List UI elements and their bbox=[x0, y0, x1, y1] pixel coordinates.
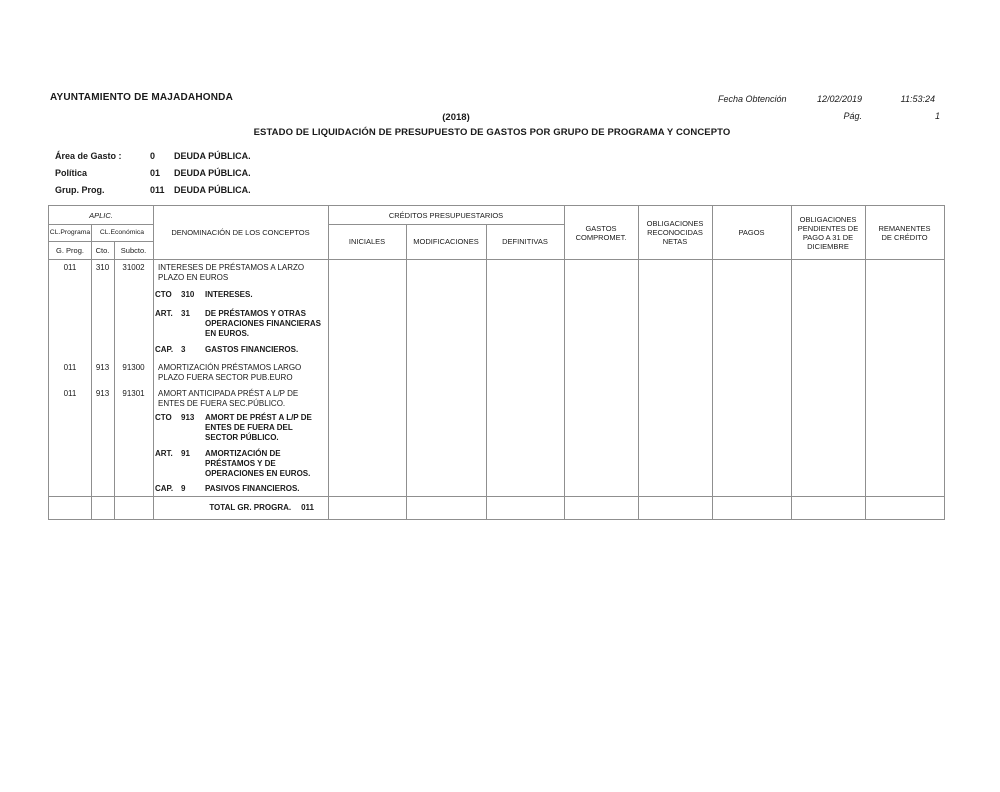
col-header-gastos-comprometidos: GASTOS COMPROMET. bbox=[575, 223, 627, 242]
col-header-subcto: Subcto. bbox=[120, 245, 147, 255]
gridline bbox=[114, 241, 115, 519]
col-header-creditos-presupuestarios: CRÉDITOS PRESUPUESTARIOS bbox=[388, 210, 504, 220]
area-de-gasto-name: DEUDA PÚBLICA. bbox=[174, 151, 251, 161]
subtotal-desc bbox=[205, 345, 323, 355]
year-heading: (2018) bbox=[442, 112, 470, 123]
subtotal-tag: ART. bbox=[155, 449, 173, 458]
subtotal-line: SECTOR PÚBLICO. bbox=[205, 433, 279, 442]
subtotal-line: INTERESES. bbox=[205, 290, 253, 299]
subtotal-line: AMORT DE PRÉST A L/P DE bbox=[205, 413, 312, 422]
denominacion-line: PLAZO FUERA SECTOR PUB.EURO bbox=[158, 373, 293, 382]
subtotal-line: PASIVOS FINANCIEROS. bbox=[205, 484, 300, 493]
subtotal-desc bbox=[205, 484, 323, 494]
subtotal-line: DE PRÉSTAMOS Y OTRAS bbox=[205, 309, 306, 318]
fecha-obtencion-label: Fecha Obtención bbox=[718, 94, 787, 104]
col-header-cto: Cto. bbox=[95, 245, 110, 255]
subtotal-line: OPERACIONES EN EUROS. bbox=[205, 469, 311, 478]
subtotal-desc bbox=[205, 290, 323, 300]
subtotal-line: GASTOS FINANCIEROS. bbox=[205, 345, 299, 354]
organization-name: AYUNTAMIENTO DE MAJADAHONDA bbox=[50, 92, 234, 103]
grupo-programa-code: 011 bbox=[150, 185, 165, 195]
denominacion-line: INTERESES DE PRÉSTAMOS A LARZO bbox=[158, 263, 305, 272]
subtotal-line: AMORTIZACIÓN DE bbox=[205, 449, 281, 458]
col-header-iniciales: INICIALES bbox=[348, 237, 386, 246]
denominacion-line: AMORTIZACIÓN PRÉSTAMOS LARGO bbox=[158, 363, 302, 372]
grupo-programa-label: Grup. Prog. bbox=[55, 185, 105, 195]
cell-g-prog: 011 bbox=[63, 263, 77, 272]
col-header-cl-programa: CL.Programa bbox=[49, 229, 91, 236]
cell-g-prog: 011 bbox=[63, 389, 77, 398]
cell-subcto: 91300 bbox=[122, 363, 145, 372]
col-header-pagos: PAGOS bbox=[738, 228, 765, 237]
subtotal-line: ENTES DE FUERA DEL bbox=[205, 423, 293, 432]
subtotal-code: 31 bbox=[181, 309, 190, 318]
cell-cto: 913 bbox=[95, 389, 110, 398]
subtotal-tag: CAP. bbox=[155, 345, 174, 354]
col-header-remanentes-credito: REMANENTES DE CRÉDITO bbox=[878, 223, 931, 242]
col-header-g-prog: G. Prog. bbox=[56, 245, 84, 255]
subtotal-line: OPERACIONES FINANCIERAS bbox=[205, 319, 322, 328]
total-label: TOTAL GR. PROGRA. bbox=[209, 503, 292, 512]
gridline bbox=[486, 224, 487, 519]
cell-denominacion bbox=[158, 263, 323, 283]
cell-denominacion bbox=[158, 363, 323, 383]
cell-subcto: 91301 bbox=[122, 389, 145, 398]
total-row bbox=[153, 496, 328, 519]
subtotal-line: PRÉSTAMOS Y DE bbox=[205, 459, 276, 468]
politica-label: Política bbox=[55, 168, 88, 178]
cell-g-prog: 011 bbox=[63, 363, 77, 372]
politica-name: DEUDA PÚBLICA. bbox=[174, 168, 251, 178]
gridline bbox=[406, 224, 407, 519]
subtotal-desc bbox=[205, 309, 323, 339]
cell-subcto: 31002 bbox=[122, 263, 145, 272]
subtotal-tag: CAP. bbox=[155, 484, 174, 493]
report-title: ESTADO DE LIQUIDACIÓN DE PRESUPUESTO DE GASTOS POR GRUPO DE PROGRAMA Y CONCEPTO bbox=[253, 127, 731, 138]
cell-cto: 913 bbox=[95, 363, 110, 372]
area-de-gasto-label: Área de Gasto : bbox=[55, 151, 122, 161]
subtotal-tag: ART. bbox=[155, 309, 173, 318]
subtotal-code: 310 bbox=[181, 290, 195, 299]
denominacion-line: PLAZO EN EUROS bbox=[158, 273, 229, 282]
subtotal-tag: CTO bbox=[155, 290, 172, 299]
gridline bbox=[49, 259, 944, 260]
denominacion-line: ENTES DE FUERA SEC.PÚBLICO. bbox=[158, 399, 286, 408]
total-code: 011 bbox=[301, 503, 314, 512]
subtotal-desc bbox=[205, 413, 323, 443]
subtotal-desc bbox=[205, 449, 323, 479]
col-header-aplic: APLIC. bbox=[89, 210, 113, 220]
col-header-definitivas: DEFINITIVAS bbox=[502, 237, 548, 246]
cell-cto: 310 bbox=[95, 263, 110, 272]
liquidation-table bbox=[48, 205, 945, 520]
fecha-obtencion-value: 12/02/2019 bbox=[816, 94, 862, 104]
col-header-denominacion: DENOMINACIÓN DE LOS CONCEPTOS bbox=[171, 228, 310, 237]
subtotal-tag: CTO bbox=[155, 413, 172, 422]
pagina-label: Pág. bbox=[843, 111, 862, 121]
hora-obtencion-value: 11:53:24 bbox=[900, 94, 935, 104]
pagina-value: 1 bbox=[934, 111, 940, 121]
col-header-obligaciones-reconocidas-netas: OBLIGACIONES RECONOCIDAS NETAS bbox=[646, 219, 704, 246]
subtotal-line: EN EUROS. bbox=[205, 329, 250, 338]
subtotal-code: 91 bbox=[181, 449, 190, 458]
subtotal-code: 9 bbox=[181, 484, 186, 493]
grupo-programa-name: DEUDA PÚBLICA. bbox=[174, 185, 251, 195]
cell-denominacion bbox=[158, 389, 323, 409]
area-de-gasto-code: 0 bbox=[150, 151, 156, 161]
col-header-modificaciones: MODIFICACIONES bbox=[413, 237, 479, 246]
politica-code: 01 bbox=[150, 168, 161, 178]
denominacion-line: AMORT ANTICIPADA PRÉST A L/P DE bbox=[158, 389, 299, 398]
subtotal-code: 3 bbox=[181, 345, 186, 354]
col-header-obligaciones-pendientes: OBLIGACIONES PENDIENTES DE PAGO A 31 DE DICIEMBRE bbox=[797, 214, 859, 251]
col-header-cl-economica: CL.Económica bbox=[99, 229, 145, 236]
subtotal-code: 913 bbox=[181, 413, 195, 422]
